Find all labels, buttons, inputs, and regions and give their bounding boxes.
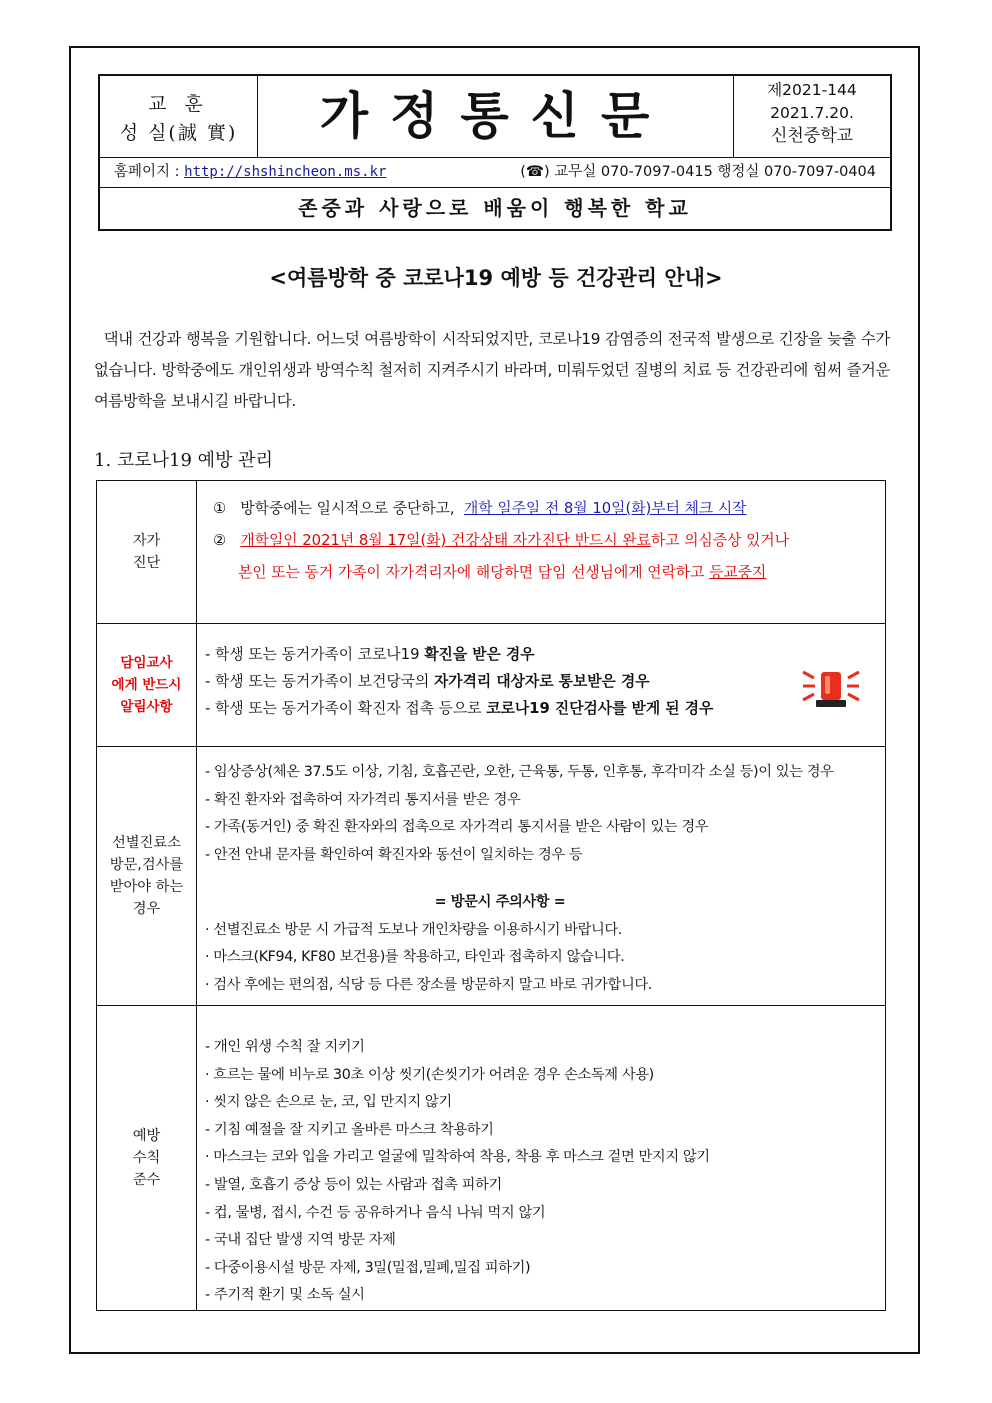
list-item [213,557,885,589]
item-number: ① [213,500,227,517]
item-text: 본인 또는 동거 가족이 자가격리자에 해당하면 담임 선생님에게 연락하고 [238,564,705,581]
label-line: 진단 [132,555,161,571]
notice-heading: = 방문시 주의사항 = [434,894,566,910]
label-line: 준수 [132,1171,161,1188]
row-label-prevent [97,1006,197,1311]
list-item: · 선별진료소 방문 시 가급적 도보나 개인차량을 이용하시기 바랍니다. [205,921,622,938]
intro-text: 댁내 건강과 행복을 기원합니다. 어느덧 여름방학이 시작되었지만, 코로나19 감염증의 전국적 발생으로 긴장을 늦출 수가 없습니다. 방학중에도 개인위생과 방역수칙 철저히 지켜주시기 바라며, 미뤄두었던 질병의 치료 등 건강관리에 힘써 즐거운 여름방학을 보내시길 바랍니다. [94,330,890,410]
row-label-self-check [97,481,197,624]
item-emphasis: 확진을 받은 경우 [424,646,535,663]
prevent-content [197,1006,886,1311]
document-meta [734,76,890,157]
row-label-clinic [97,747,197,1006]
label-line: 경우 [132,901,161,917]
label-line: 방문,검사를 [109,857,184,873]
list-item [205,695,885,722]
list-item [205,641,885,668]
school-name: 신천중학교 [770,126,854,146]
document-title: <여름방학 중 코로나19 예방 등 건강관리 안내> [269,266,723,290]
item-emphasis: 코로나19 진단검사를 받게 된 경우 [486,700,714,717]
siren-icon [801,662,861,710]
label-line: 받아야 하는 [109,879,184,895]
item-text: 하고 의심증상 있거나 [650,532,789,549]
self-check-content [197,481,886,624]
list-item: · 마스크는 코와 입을 가리고 얼굴에 밀착하여 착용, 착용 후 마스크 겉면 만지지 않기 [205,1149,710,1166]
list-item: - 가족(동거인) 중 확진 환자와의 접촉으로 자가격리 통지서를 받은 사람이 있는 경우 [205,819,709,835]
list-item: - 주기적 환기 및 소독 실시 [205,1287,365,1304]
clinic-content [197,747,886,1006]
intro-paragraph [94,324,890,417]
item-number: ② [213,532,227,549]
item-emphasis: 자가격리 대상자로 통보받은 경우 [434,673,650,690]
contact-bar [100,157,890,188]
list-item [213,525,885,557]
self-check-deadline: 개학일인 2021년 8월 17일(화) 건강상태 자가진단 반드시 완료 [240,532,651,549]
document-type-title: 가정통신문 [258,76,734,157]
homepage-label: 홈페이지 : [114,164,180,180]
label-line: 예방 [132,1127,161,1144]
list-item: - 기침 예절을 잘 지키고 올바른 마스크 착용하기 [205,1121,494,1138]
list-item: · 검사 후에는 편의점, 식당 등 다른 장소를 방문하지 말고 바로 귀가합니다. [205,976,652,993]
motto-text: 성 실(誠 實) [119,122,238,144]
letterhead [98,74,892,231]
row-label-notify [97,624,197,747]
list-item: - 확진 환자와 접촉하여 자가격리 통지서를 받은 경우 [205,791,521,808]
doc-date: 2021.7.20. [770,104,854,122]
doc-number: 제2021-144 [767,81,857,99]
item-text: - 학생 또는 동거가족이 확진자 접촉 등으로 [205,700,482,717]
table-row [97,481,886,624]
label-line: 에게 반드시 [111,677,182,693]
label-line: 수칙 [132,1149,161,1166]
list-item: - 임상증상(체온 37.5도 이상, 기침, 호흡곤란, 오한, 근육통, 두통, 인후통, 후각미각 소실 등)이 있는 경우 [205,764,834,780]
list-item [205,668,885,695]
label-line: 담임교사 [120,655,173,671]
list-item: - 다중이용시설 방문 자제, 3밀(밀접,밀폐,밀집 피하기) [205,1259,531,1276]
phone-numbers: (☎) 교무실 070-7097-0415 행정실 070-7097-0404 [520,164,876,180]
motto-heading: 교 훈 [148,93,209,115]
item-text: - 학생 또는 동거가족이 보건당국의 [205,673,430,690]
list-item [213,493,885,525]
list-item: · 씻지 않은 손으로 눈, 코, 입 만지지 않기 [205,1094,452,1111]
homepage-link[interactable]: http://shshincheon.ms.kr [184,164,387,180]
table-row [97,624,886,747]
item-text: 방학중에는 일시적으로 중단하고, [240,500,455,517]
list-item: - 안전 안내 문자를 확인하여 확진자와 동선이 일치하는 경우 등 [205,846,583,863]
item-text: - 학생 또는 동거가족이 코로나19 [205,646,420,663]
section-heading: 1. 코로나19 예방 관리 [94,450,273,471]
check-start-date: 개학 일주일 전 8월 10일(화)부터 체크 시작 [464,500,747,517]
list-item: · 마스크(KF94, KF80 보건용)를 착용하고, 타인과 접촉하지 않습니다. [205,949,625,965]
list-item: - 국내 집단 발생 지역 방문 자제 [205,1232,396,1249]
label-line: 선별진료소 [111,835,182,851]
school-motto [100,76,258,157]
list-item: · 흐르는 물에 비누로 30초 이상 씻기(손씻기가 어려운 경우 손소독제 사용) [205,1066,654,1083]
notify-content [197,624,886,747]
guidance-table [96,480,886,1311]
label-line: 알림사항 [120,699,173,715]
homepage [114,158,386,187]
stop-attendance: 등교중지 [709,564,767,581]
list-item: - 발열, 호흡기 증상 등이 있는 사람과 접촉 피하기 [205,1176,502,1193]
list-item: - 컵, 물병, 접시, 수건 등 공유하거나 음식 나눠 먹지 않기 [205,1204,546,1221]
label-line: 자가 [132,533,161,549]
table-row [97,1006,886,1311]
list-item: - 개인 위생 수칙 잘 지키기 [205,1039,365,1055]
table-row [97,747,886,1006]
school-slogan: 존중과 사랑으로 배움이 행복한 학교 [298,196,692,220]
